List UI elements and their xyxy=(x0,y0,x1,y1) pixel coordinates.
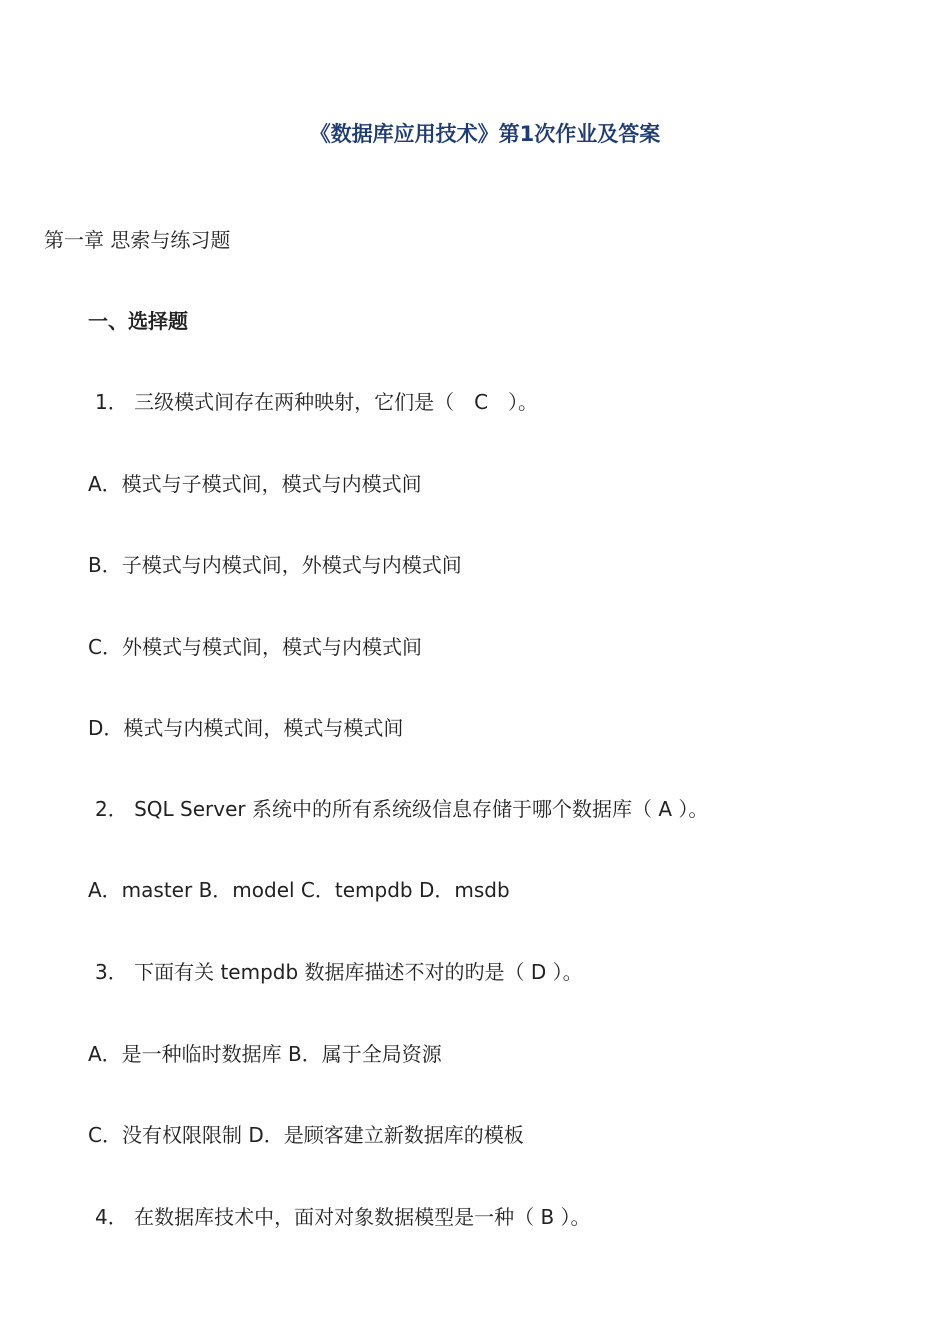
option-1c: C．外模式与模式间，模式与内模式间 xyxy=(88,635,422,659)
options-3cd: C．没有权限限制 D．是顾客建立新数据库的模板 xyxy=(88,1123,524,1147)
option-1b: B．子模式与内模式间，外模式与内模式间 xyxy=(88,553,462,577)
chapter-heading: 第一章 思索与练习题 xyxy=(44,228,231,252)
option-1a: A．模式与子模式间，模式与内模式间 xyxy=(88,472,422,496)
options-2: A．master B．model C．tempdb D．msdb xyxy=(88,878,510,902)
section-heading: 一、选择题 xyxy=(88,309,188,333)
question-3: 3． 下面有关 tempdb 数据库描述不对的旳是（ D ）。 xyxy=(95,960,583,984)
document-title: 《数据库应用技术》第1次作业及答案 xyxy=(309,122,661,146)
question-2: 2． SQL Server 系统中的所有系统级信息存储于哪个数据库（ A ）。 xyxy=(95,797,709,821)
options-3ab: A．是一种临时数据库 B．属于全局资源 xyxy=(88,1042,442,1066)
question-4: 4． 在数据库技术中，面对对象数据模型是一种（ B ）。 xyxy=(95,1205,591,1229)
question-1: 1． 三级模式间存在两种映射，它们是（ C ）。 xyxy=(95,390,539,414)
option-1d: D．模式与内模式间，模式与模式间 xyxy=(88,716,404,740)
